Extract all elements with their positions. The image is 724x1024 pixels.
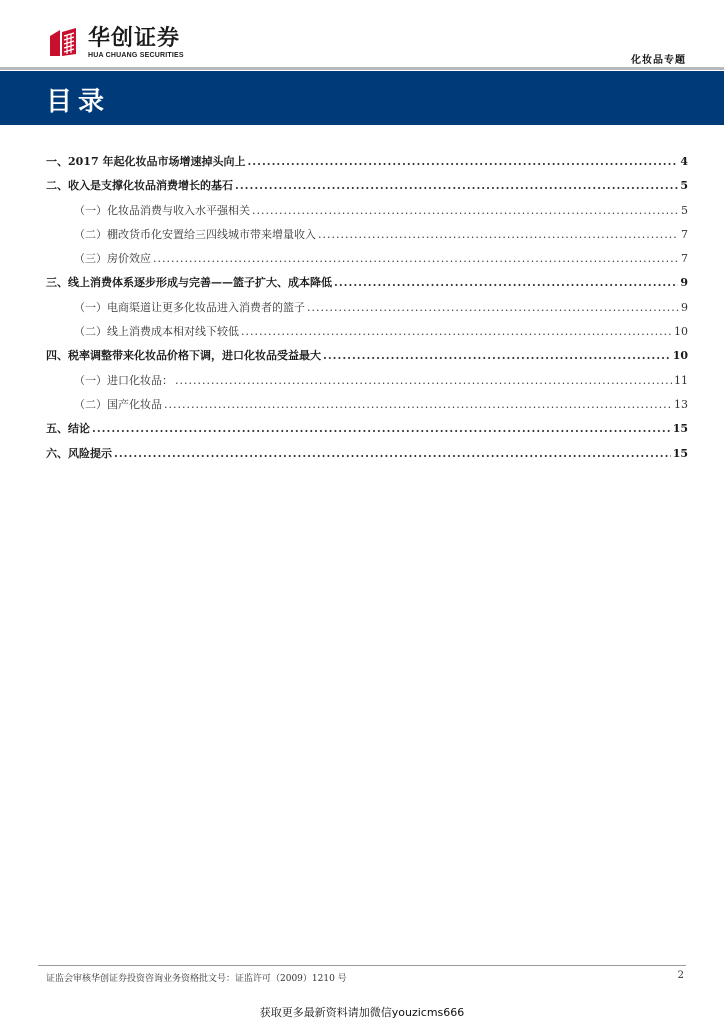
page-number: 2 (677, 970, 684, 981)
logo-english-name: HUA CHUANG SECURITIES (88, 51, 184, 59)
toc-dot-leader (164, 398, 672, 411)
logo-mark-icon (46, 26, 80, 60)
toc-entry-page: 13 (674, 397, 688, 411)
toc-entry-label: 五、结论 (46, 422, 90, 436)
toc-entry[interactable] (46, 177, 688, 201)
toc-entry[interactable] (46, 372, 688, 396)
toc-entry[interactable] (46, 420, 688, 444)
toc-entry-label: （一）进口化妆品： (74, 373, 173, 387)
toc-entry-label: （二）国产化妆品 (74, 397, 162, 411)
company-logo (46, 26, 184, 60)
toc-entry-label: 六、风险提示 (46, 446, 112, 460)
toc-dot-leader (318, 228, 678, 241)
toc-entry[interactable] (46, 274, 688, 298)
toc-entry-label: 四、税率调整带来化妆品价格下调，进口化妆品受益最大 (46, 349, 321, 363)
watermark-text: 获取更多最新资料请加微信youzicms666 (259, 1006, 465, 1019)
toc-entry-label: 一、2017 年起化妆品市场增速掉头向上 (46, 155, 246, 168)
toc-entry-label: 三、线上消费体系逐步形成与完善——篮子扩大、成本降低 (46, 276, 332, 290)
toc-entry-page: 11 (674, 373, 688, 387)
toc-entry-page: 10 (672, 349, 688, 363)
toc-entry-page: 5 (681, 203, 688, 217)
title-banner (0, 71, 724, 125)
toc-dot-leader (252, 204, 678, 217)
toc-entry-page: 4 (680, 155, 688, 168)
toc-entry[interactable] (46, 396, 688, 420)
page-title: 目录 (46, 87, 111, 117)
toc-entry[interactable] (46, 153, 688, 177)
toc-entry-label: （二）棚改货币化安置给三四线城市带来增量收入 (74, 227, 316, 241)
toc-entry-label: 二、收入是支撑化妆品消费增长的基石 (46, 179, 233, 193)
toc-dot-leader (235, 179, 678, 192)
footer-license-text: 证监会审核华创证券投资咨询业务资格批文号：证监许可（2009）1210 号 (46, 974, 347, 984)
toc-entry[interactable] (46, 445, 688, 469)
toc-entry-label: （一）化妆品消费与收入水平强相关 (74, 203, 250, 217)
toc-dot-leader (153, 252, 678, 265)
toc-entry[interactable] (46, 250, 688, 274)
toc-entry-label: （二）线上消费成本相对线下较低 (74, 325, 239, 339)
footer-divider (38, 965, 686, 966)
toc-entry-page: 9 (681, 300, 688, 314)
toc-dot-leader (241, 325, 672, 338)
table-of-contents (46, 153, 688, 469)
toc-entry[interactable] (46, 347, 688, 371)
toc-entry-label: （一）电商渠道让更多化妆品进入消费者的篮子 (74, 300, 305, 314)
toc-dot-leader (334, 276, 678, 289)
toc-entry-page: 5 (680, 179, 688, 193)
toc-entry-page: 15 (672, 422, 688, 436)
toc-entry[interactable] (46, 323, 688, 347)
toc-entry-page: 9 (680, 276, 688, 290)
toc-entry-page: 10 (674, 325, 688, 339)
toc-dot-leader (175, 374, 672, 387)
toc-entry-page: 7 (681, 252, 688, 266)
toc-entry-page: 7 (681, 227, 688, 241)
toc-dot-leader (307, 301, 678, 314)
toc-entry-label: （三）房价效应 (74, 252, 151, 266)
header-divider (0, 67, 724, 70)
toc-dot-leader (92, 422, 671, 435)
logo-chinese-name: 华创证券 (88, 25, 181, 51)
toc-entry[interactable] (46, 202, 688, 226)
toc-dot-leader (247, 155, 678, 168)
toc-dot-leader (323, 349, 671, 362)
report-topic: 化妆品专题 (631, 55, 686, 66)
toc-entry-page: 15 (672, 446, 688, 460)
toc-entry[interactable] (46, 299, 688, 323)
toc-dot-leader (114, 447, 671, 460)
toc-entry[interactable] (46, 226, 688, 250)
